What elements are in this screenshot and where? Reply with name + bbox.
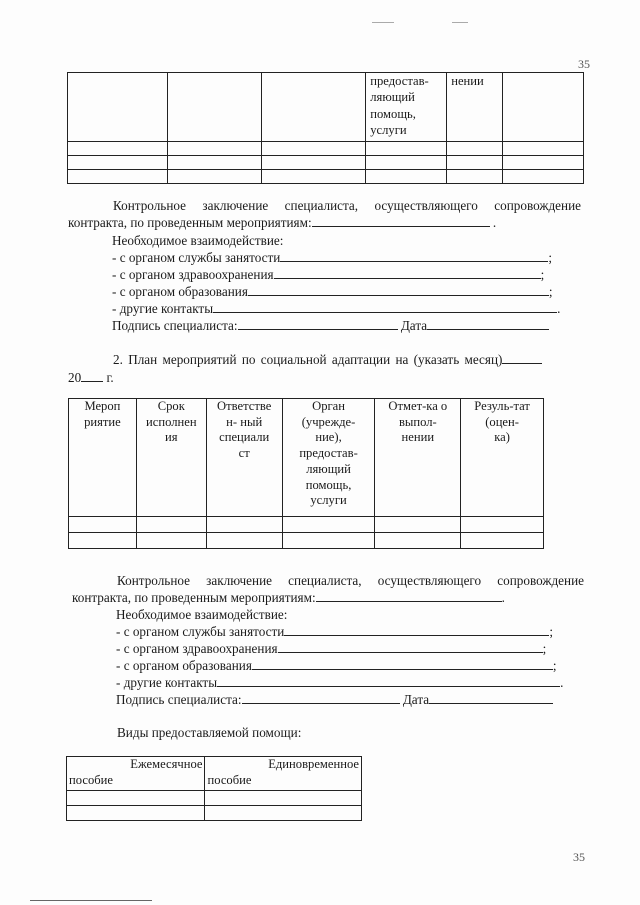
conclusion-line1: Контрольное заключение специалиста, осуществляющего сопровождение [113, 198, 581, 213]
employment-line: - с органом службы занятости ; [112, 250, 553, 265]
aid-table [66, 756, 362, 821]
table-header-row [69, 399, 544, 517]
page-number-top: 35 [578, 57, 590, 71]
header-deadline: Срок исполнен ия [136, 399, 206, 517]
table-row [69, 517, 544, 533]
conclusion2-line1: Контрольное заключение специалиста, осуществляющего сопровождение [117, 573, 584, 588]
scan-artifact [372, 22, 394, 23]
aid-onetime-header: Единовременное пособие [205, 757, 362, 791]
organ-cell: предостав- ляющий помощь, услуги [366, 73, 447, 142]
scan-artifact [30, 900, 152, 901]
other-contacts-line: - другие контакты . [112, 301, 561, 316]
header-responsible: Ответстве н- ный специали ст [206, 399, 282, 517]
header-activity: Мероп риятие [69, 399, 137, 517]
health-line: - с органом здравоохранения ; [112, 267, 545, 282]
table-row [67, 806, 362, 821]
table-row [69, 533, 544, 549]
table-row [68, 170, 584, 184]
interaction2-title: Необходимое взаимодействие: [116, 607, 288, 622]
education2-line: - с органом образования ; [116, 658, 557, 673]
signature-line: Подпись специалиста: Дата [112, 317, 549, 334]
plan-table [68, 398, 544, 549]
other-contacts2-line: - другие контакты . [116, 675, 564, 690]
table-row [68, 142, 584, 156]
conclusion-line2: контракта, по проведенным мероприятиям: . [68, 215, 497, 230]
conclusion2-line2: контракта, по проведенным мероприятиям: . [72, 590, 505, 605]
aid-title: Виды предоставляемой помощи: [117, 725, 302, 740]
continued-table [67, 72, 584, 184]
plan-year-line: 20 г. [68, 370, 114, 385]
page-number-bottom: 35 [573, 850, 585, 864]
education-line: - с органом образования ; [112, 284, 553, 299]
table-row [68, 156, 584, 170]
scan-artifact [452, 22, 468, 23]
table-row [68, 73, 584, 142]
table-row [67, 791, 362, 806]
signature2-line: Подпись специалиста: Дата [116, 691, 553, 708]
mark-cell: нении [447, 73, 503, 142]
conclusion-fill [312, 214, 490, 227]
header-mark: Отмет-ка о выпол- нении [375, 399, 461, 517]
header-organ: Орган (учрежде- ние), предостав- ляющий помощь, услуги [282, 399, 375, 517]
plan-heading: 2. План мероприятий по социальной адаптации на (указать месяц) [113, 351, 542, 368]
header-result: Резуль-тат (оцен- ка) [461, 399, 544, 517]
aid-monthly-header: Ежемесячное пособие [67, 757, 205, 791]
interaction-title: Необходимое взаимодействие: [112, 233, 284, 248]
employment2-line: - с органом службы занятости ; [116, 624, 554, 639]
health2-line: - с органом здравоохранения ; [116, 641, 547, 656]
aid-header-row [67, 757, 362, 791]
